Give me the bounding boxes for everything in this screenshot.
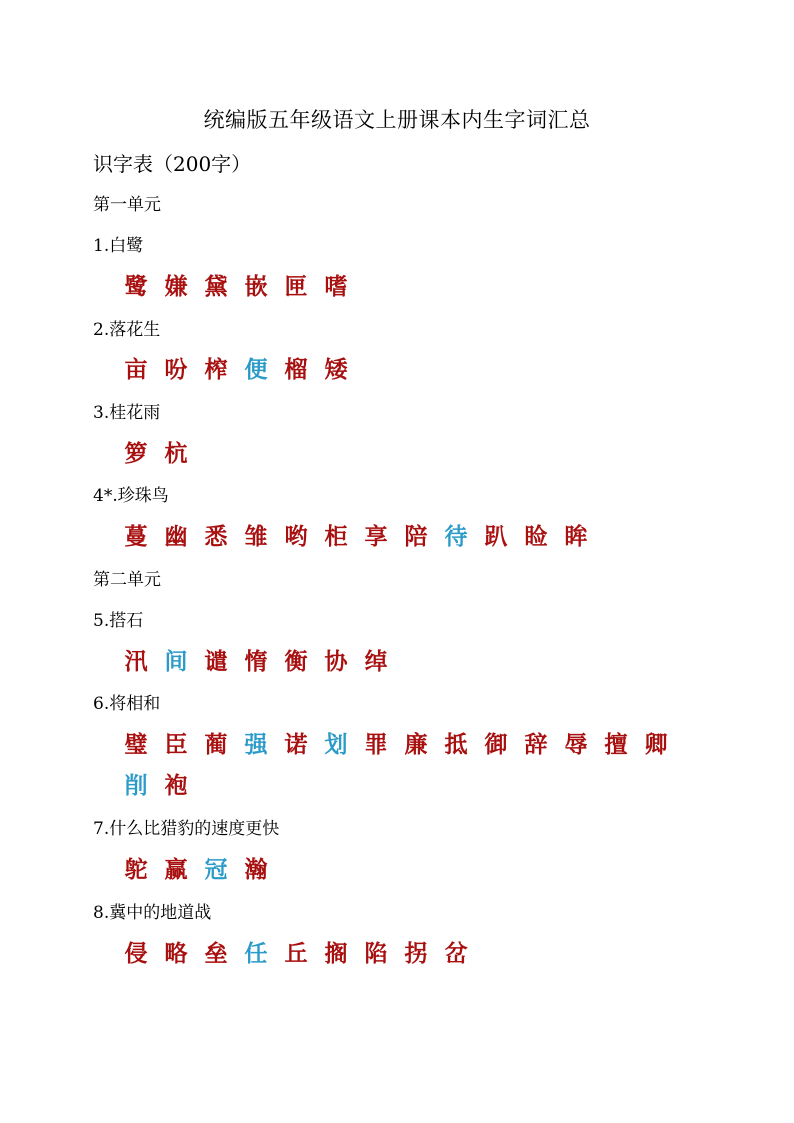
vocab-char: 丘 bbox=[284, 940, 308, 967]
vocab-char: 箩 bbox=[124, 440, 148, 467]
vocab-char: 鹭 bbox=[124, 273, 148, 300]
vocab-char: 柜 bbox=[324, 523, 348, 550]
vocab-char: 陪 bbox=[404, 523, 428, 550]
vocab-char: 璧 bbox=[124, 731, 148, 758]
vocab-char: 抵 bbox=[444, 731, 468, 758]
vocab-char: 便 bbox=[244, 356, 268, 383]
vocab-char: 略 bbox=[164, 940, 188, 967]
unit-heading-1: 第一单元 bbox=[93, 195, 161, 215]
vocab-char: 搁 bbox=[324, 940, 348, 967]
vocab-char: 划 bbox=[324, 731, 348, 758]
char-row bbox=[122, 268, 362, 301]
vocab-char: 惰 bbox=[244, 648, 268, 675]
vocab-char: 矮 bbox=[324, 356, 348, 383]
vocab-char: 瀚 bbox=[244, 856, 268, 883]
unit-heading-2: 第二单元 bbox=[93, 570, 161, 590]
vocab-char: 谴 bbox=[204, 648, 228, 675]
vocab-char: 匣 bbox=[284, 273, 308, 300]
vocab-char: 雏 bbox=[244, 523, 268, 550]
vocab-char: 诺 bbox=[284, 731, 308, 758]
lesson-title-7: 7.什么比猎豹的速度更快 bbox=[93, 819, 280, 839]
lesson-title-3: 3.桂花雨 bbox=[93, 403, 161, 423]
vocab-char: 睑 bbox=[524, 523, 548, 550]
vocab-char: 悉 bbox=[204, 523, 228, 550]
lesson-title-1: 1.白鹭 bbox=[93, 236, 144, 256]
lesson-title-6: 6.将相和 bbox=[93, 694, 161, 714]
vocab-char: 榨 bbox=[204, 356, 228, 383]
vocab-char: 哟 bbox=[284, 523, 308, 550]
vocab-char: 冠 bbox=[204, 856, 228, 883]
char-row bbox=[122, 935, 482, 968]
vocab-char: 强 bbox=[244, 731, 268, 758]
vocab-char: 吩 bbox=[164, 356, 188, 383]
lesson-title-5: 5.搭石 bbox=[93, 611, 144, 631]
vocab-char: 御 bbox=[484, 731, 508, 758]
vocab-char: 岔 bbox=[444, 940, 468, 967]
char-row bbox=[122, 518, 602, 551]
vocab-char: 嫌 bbox=[164, 273, 188, 300]
char-row bbox=[122, 767, 202, 800]
lesson-title-8: 8.冀中的地道战 bbox=[93, 903, 212, 923]
vocab-char: 擅 bbox=[604, 731, 628, 758]
vocab-char: 亩 bbox=[124, 356, 148, 383]
vocab-char: 嵌 bbox=[244, 273, 268, 300]
vocab-char: 削 bbox=[124, 772, 148, 799]
vocab-char: 享 bbox=[364, 523, 388, 550]
char-row bbox=[122, 435, 202, 468]
vocab-char: 协 bbox=[324, 648, 348, 675]
vocab-char: 辱 bbox=[564, 731, 588, 758]
vocab-char: 鸵 bbox=[124, 856, 148, 883]
lesson-title-4: 4*.珍珠鸟 bbox=[93, 486, 169, 506]
vocab-char: 垒 bbox=[204, 940, 228, 967]
vocab-char: 绰 bbox=[364, 648, 388, 675]
char-row bbox=[122, 643, 402, 676]
vocab-char: 黛 bbox=[204, 273, 228, 300]
vocab-char: 榴 bbox=[284, 356, 308, 383]
page-title: 统编版五年级语文上册课本内生字词汇总 bbox=[203, 108, 591, 132]
vocab-char: 罪 bbox=[364, 731, 388, 758]
vocab-char: 赢 bbox=[164, 856, 188, 883]
vocab-char: 汛 bbox=[124, 648, 148, 675]
vocab-char: 眸 bbox=[564, 523, 588, 550]
vocab-char: 待 bbox=[444, 523, 468, 550]
vocab-char: 杭 bbox=[164, 440, 188, 467]
vocab-char: 间 bbox=[164, 648, 188, 675]
vocab-char: 蔺 bbox=[204, 731, 228, 758]
char-row bbox=[122, 351, 362, 384]
char-row bbox=[122, 851, 282, 884]
vocab-char: 卿 bbox=[644, 731, 668, 758]
vocab-char: 任 bbox=[244, 940, 268, 967]
vocab-char: 辞 bbox=[524, 731, 548, 758]
vocab-char: 趴 bbox=[484, 523, 508, 550]
vocab-char: 幽 bbox=[164, 523, 188, 550]
vocab-char: 蔓 bbox=[124, 523, 148, 550]
section-subtitle: 识字表（200字） bbox=[93, 152, 252, 176]
char-row bbox=[122, 726, 682, 759]
vocab-char: 嗜 bbox=[324, 273, 348, 300]
vocab-char: 拐 bbox=[404, 940, 428, 967]
vocab-char: 侵 bbox=[124, 940, 148, 967]
vocab-char: 陷 bbox=[364, 940, 388, 967]
lesson-title-2: 2.落花生 bbox=[93, 320, 161, 340]
vocab-char: 廉 bbox=[404, 731, 428, 758]
vocab-char: 臣 bbox=[164, 731, 188, 758]
vocab-char: 衡 bbox=[284, 648, 308, 675]
vocab-char: 袍 bbox=[164, 772, 188, 799]
